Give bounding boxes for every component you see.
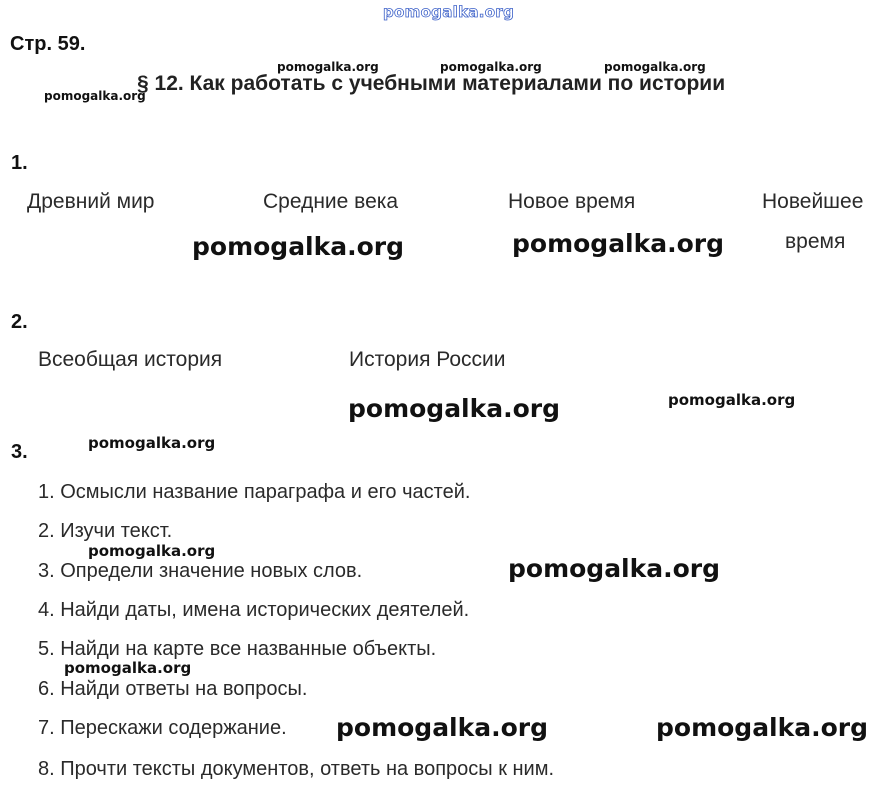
period-contemporary-line1: Новейшее: [762, 190, 864, 213]
list-item: 6. Найди ответы на вопросы.: [38, 678, 308, 700]
list-item: 4. Найди даты, имена исторических деятелей.: [38, 599, 470, 621]
section-number-1: 1.: [11, 152, 28, 174]
list-item: 3. Определи значение новых слов.: [38, 560, 363, 582]
list-item: 2. Изучи текст.: [38, 520, 173, 542]
section-number-3: 3.: [11, 441, 28, 463]
watermark: pomogalka.org: [508, 554, 721, 583]
watermark-top: pomogalka.org: [383, 3, 515, 21]
watermark: pomogalka.org: [440, 60, 542, 74]
watermark: pomogalka.org: [668, 391, 796, 409]
watermark: pomogalka.org: [88, 542, 216, 560]
period-ancient: Древний мир: [27, 190, 155, 213]
watermark: pomogalka.org: [656, 713, 869, 742]
period-contemporary-line2: время: [785, 230, 846, 253]
period-modern: Новое время: [508, 190, 636, 213]
watermark: pomogalka.org: [192, 232, 405, 261]
watermark: pomogalka.org: [348, 394, 561, 423]
watermark: pomogalka.org: [88, 434, 216, 452]
section-number-2: 2.: [11, 311, 28, 333]
list-item: 8. Прочти тексты документов, ответь на вопросы к ним.: [38, 758, 555, 780]
list-item: 7. Перескажи содержание.: [38, 717, 287, 739]
watermark: pomogalka.org: [44, 89, 146, 103]
watermark: pomogalka.org: [64, 659, 192, 677]
list-item: 1. Осмысли название параграфа и его частей.: [38, 481, 471, 503]
period-middle-ages: Средние века: [263, 190, 399, 213]
watermark: pomogalka.org: [512, 229, 725, 258]
page-number: Стр. 59.: [10, 33, 86, 55]
watermark: pomogalka.org: [336, 713, 549, 742]
watermark: pomogalka.org: [604, 60, 706, 74]
history-general: Всеобщая история: [38, 348, 223, 371]
list-item: 5. Найди на карте все названные объекты.: [38, 638, 437, 660]
history-russia: История России: [349, 348, 506, 371]
watermark: pomogalka.org: [277, 60, 379, 74]
section-heading: § 12. Как работать с учебными материалами по истории: [137, 72, 726, 95]
